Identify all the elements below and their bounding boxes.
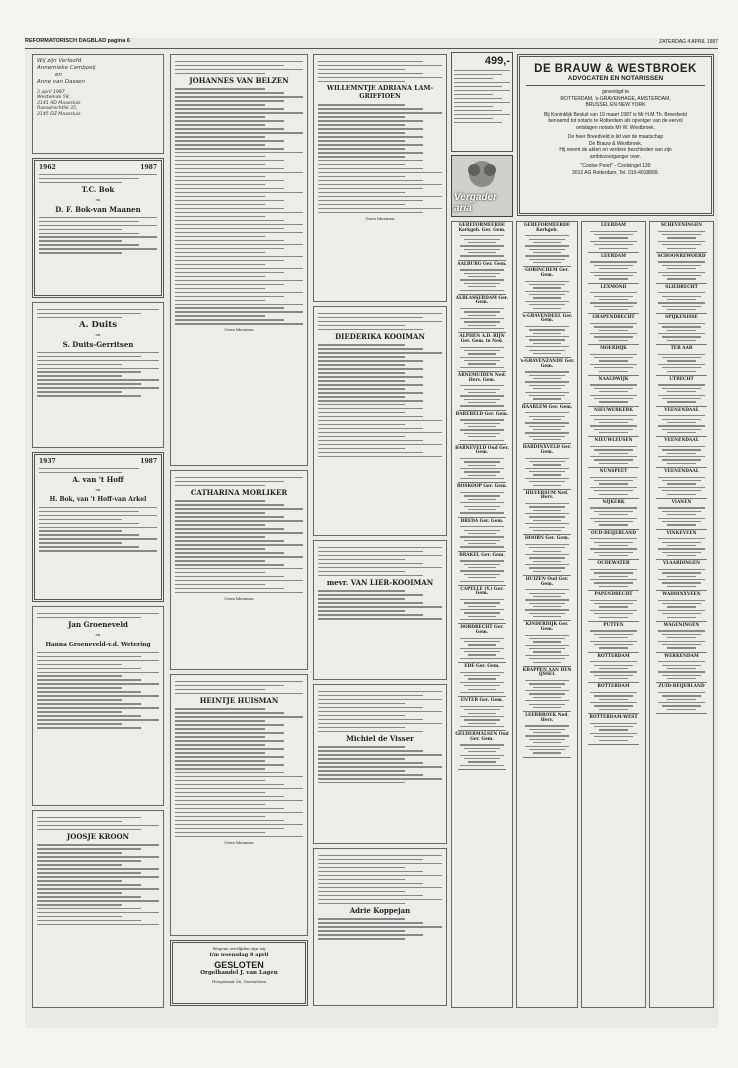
church-service-entry [454,374,510,407]
church-location: NUNSPEET [599,469,628,474]
text-lines [175,61,303,74]
ad-line: Bij Koninklijk Besluit van 19 maart 1987 is Mr H.M.Th. Breedveld [544,111,687,118]
church-location: ROTTERDAM [597,684,630,690]
vergader-aria-logo [451,155,513,217]
church-location: GEREFORMEERDE Kerkgeb. [523,223,571,233]
church-location: AALBURG Ger. Gem. [457,261,507,267]
church-service-entry [652,470,711,495]
church-service-entry [652,685,711,710]
church-service-entry [519,578,575,617]
church-service-entry [454,733,510,766]
church-service-entry [454,626,510,659]
church-location: ROTTERDAM-WEST [589,715,638,720]
church-service-entry [454,224,510,257]
year-end: 1987 [140,164,157,171]
church-location: SCHOONREWOERD [657,253,706,259]
ad-line: ambtsvoorganger over. [589,153,642,160]
church-location: TER AAR [670,346,693,351]
obituary-notice [170,54,308,466]
divider [588,313,639,314]
divider [458,332,506,333]
person-name: JOHANNES VAN BELZEN [189,76,289,86]
text-lines [37,309,159,318]
text-lines [175,477,303,486]
shop-name: Orgelhandel J. van Lagen [200,970,278,977]
church-location: MOERDIJK [600,346,627,351]
church-service-entry [519,537,575,572]
ad-line: ROTTERDAM, 's-GRAVENHAGE, AMSTERDAM, [560,95,671,102]
closure-date: t/m woensdag 8 april [209,952,269,959]
divider [588,498,639,499]
church-service-entry [652,562,711,587]
church-service-entry [519,492,575,531]
church-location: NIEUWERKERK [594,407,633,413]
divider [656,283,707,284]
church-service-entry [652,255,711,280]
text-lines [318,918,442,939]
text-lines [318,746,442,783]
shop-address: Hoogstraat 36, Gorinchem [211,979,267,985]
church-location: VEENENDAAL [664,407,699,413]
church-service-entry [584,716,643,741]
church-service-entry [519,315,575,354]
divider [458,585,506,586]
church-location: VEENENDAAL [664,438,699,444]
church-location: VLAARDINGEN [662,561,701,567]
church-listing-column [451,221,513,1008]
church-location: SLIEDRECHT [665,284,698,290]
church-service-entry [454,297,510,330]
divider [588,590,639,591]
church-location: BRAKEL Ger. Gem. [459,552,505,558]
church-location: WAGENINGEN [663,622,700,628]
church-service-entry [454,520,510,548]
church-location: GELDERMALSEN Oud Ger. Gem. [455,732,509,742]
divider [656,559,707,560]
text-lines [39,217,157,254]
church-service-entry [652,532,711,557]
text-lines [318,61,442,82]
church-service-entry [652,286,711,311]
church-location: NIEUWLEUSEN [594,438,633,444]
church-location: ARNEMUIDEN Ned. Herv. Gem. [457,373,507,383]
text-lines [318,313,442,330]
text-lines [37,817,159,830]
church-location: WERKENDAM [664,653,699,659]
engagement-notice [32,54,164,154]
church-service-entry [652,316,711,341]
divider [588,406,639,407]
church-listing-column [649,221,714,1008]
divider [523,534,571,535]
person-name: A. Duits [78,320,117,331]
handwritten-line: Wij zijn Verloofd [37,58,82,64]
church-service-entry [519,360,575,399]
ad-line: De heer Breedveld is lid van de maatschap [567,134,664,140]
ad-line: ontslagen notaris Mr W. Westbroek. [575,124,656,131]
divider [656,621,707,622]
church-location: BARNEVELD Oud Ger. Gem. [455,445,509,456]
obituary-notice [170,674,308,936]
person-name: Adrie Koppejan [349,906,411,916]
church-service-entry [519,669,575,708]
logo-text: Vergader aria [454,192,497,214]
church-location: ALPHEN A.D. RIJN Ger. Gem. in Ned. [459,334,505,344]
church-service-entry [584,501,643,526]
church-service-entry [584,286,643,311]
no-flowers-note: Geen bloemen [365,215,395,221]
church-location: GEREFORMEERDE Kerkgeb. Ger. Gem. [458,223,506,233]
person-name: T.C. Bok [81,185,115,195]
church-listing-column [581,221,646,1008]
divider [588,252,639,253]
handwritten-line: 3145 DZ Maassluis [37,111,81,117]
person-name: HEINTJE HUISMAN [199,696,279,706]
divider [588,344,639,345]
year-end: 1987 [140,458,157,465]
divider [523,443,571,444]
church-location: HAARLEM Ger. Gem. [521,404,573,410]
divider [458,260,506,261]
obituary-notice [170,470,308,670]
obituary-notice [313,306,447,536]
church-service-entry [652,224,711,249]
church-service-entry [519,714,575,753]
person-name: CATHARINA MORLIKER [190,488,288,498]
divider [656,313,707,314]
divider [656,406,707,407]
handwritten-line: 3141 AD Maassluis [37,100,81,106]
text-lines [175,88,303,324]
church-location: 's-GRAVENDEEL Ger. Gem. [521,313,573,324]
and-word: en [95,487,101,493]
divider [458,371,506,372]
person-name: JOOSJE KROON [66,832,130,842]
anniversary-notice [32,452,164,602]
church-service-entry [652,501,711,526]
text-lines [39,174,157,183]
person-name: Michiel de Visser [346,734,414,744]
text-lines [318,691,442,732]
church-location: BAREBELD Ger. Gem. [455,411,509,417]
church-location: SCHEVENINGEN [660,223,703,228]
divider [656,682,707,683]
logo-graphic [452,156,512,190]
church-service-entry [584,224,643,249]
obituary-notice [313,684,447,844]
church-location: ROTTERDAM [597,653,630,659]
church-service-entry [584,593,643,618]
church-location: ZUID-BEIJERLAND [658,684,705,690]
text-lines [175,500,303,593]
church-service-entry [584,439,643,464]
divider [523,575,571,576]
church-location: LEERDAM [601,223,626,228]
text-lines [39,507,157,552]
church-location: WADDINXVEEN [662,592,701,597]
price-advertisement [451,52,513,152]
church-service-entry [652,439,711,464]
text-lines [37,613,159,618]
divider [588,744,639,745]
no-flowers-note: Geen bloemen [224,839,254,845]
divider [523,489,571,490]
year-row [39,164,157,171]
closed-title: GESLOTEN [214,960,264,971]
church-service-entry [584,655,643,680]
handwritten-line: Westeinde 58, [37,95,71,101]
person-name: A. van 't Hoff [72,475,124,485]
divider [588,529,639,530]
church-service-entry [454,665,510,693]
ad-line: "Coolse Poort" - Coolsingel 139 [580,163,651,169]
obituary-notice [313,540,447,680]
church-location: ENTER Ger. Gem. [460,698,504,704]
text-lines [318,104,442,213]
newspaper-title: REFORMATORISCH DAGBLAD pagina 6 [25,38,130,44]
divider [458,623,506,624]
handwritten-line: Roeadrechtlik 35, [37,106,78,112]
firm-subtitle: ADVOCATEN EN NOTARISSEN [567,75,664,82]
church-location: BREDA Ger. Gem. [460,518,504,524]
church-service-entry [519,269,575,308]
church-service-entry [652,624,711,649]
no-flowers-note: Geen bloemen [224,327,254,333]
handwritten-line: en [55,72,62,78]
divider [523,666,571,667]
church-service-entry [454,485,510,513]
divider [588,375,639,376]
firm-name: DE BRAUW & WESTBROEK [534,63,697,75]
church-service-entry [652,347,711,372]
person-name: H. Bok, van 't Hoff-van Arkel [49,495,147,503]
page-header [25,38,718,49]
church-service-entry [584,685,643,710]
person-name: WILLEMNTJE ADRIANA LAM-GRIFFIOEN [326,85,434,101]
church-location: EDE Ger. Gem. [464,664,500,669]
year-row [39,458,157,465]
text-lines [318,344,442,457]
person-name: S. Duits-Gerritsen [62,339,134,349]
church-location: KRAPPEN AAN DEN IJSSEL [522,667,572,678]
divider [588,467,639,468]
closure-notice [170,940,308,1006]
ad-line: Hij neemt de akten en verdere beschieden van zijn [559,147,672,153]
no-flowers-note: Geen bloemen [224,595,254,601]
text-lines [318,547,442,576]
church-location: DORDRECHT Ger. Gem. [460,625,504,635]
church-service-entry [584,470,643,495]
handwritten-line: Annemieke Cambooij [37,65,96,71]
church-location: HARDINXVELD Ger. Gem. [522,445,572,455]
church-location: HOORN Ger. Gem. [524,536,570,542]
closure-line: Wegens overlijden zijn wij [212,946,266,951]
text-lines [318,590,442,619]
church-service-entry [519,623,575,662]
and-word: en [95,197,101,203]
text-lines [175,681,303,694]
divider [656,436,707,437]
church-service-entry [584,378,643,403]
divider [458,517,506,518]
church-service-entry [454,263,510,291]
person-name: Jan Groeneveld [68,620,128,630]
and-word: en [95,632,101,638]
church-location: 's-GRAVENZANDE Ger. Gem. [519,359,575,369]
church-service-entry [519,406,575,441]
church-service-entry [652,655,711,680]
church-service-entry [584,562,643,587]
church-location: GRAPENDRECHT [592,315,635,321]
church-location: CAPELLE (Y.) Ger. Gem. [460,586,504,597]
church-location: LEERDAM [601,253,626,259]
person-name: DIEDERIKA KOOIMAN [335,332,425,342]
anniversary-notice [32,606,164,806]
church-location: HILVERSUM Ned. Herv. [525,490,569,501]
divider [588,621,639,622]
church-location: OUD-BEIJERLAND [591,530,636,536]
church-location: OUDEWATER [597,561,630,567]
church-service-entry [454,335,510,368]
church-service-entry [652,593,711,618]
divider [656,529,707,530]
divider [656,590,707,591]
church-location: HUIZEN Oud Ger. Gem. [525,577,569,587]
divider [656,467,707,468]
divider [588,559,639,560]
ad-line: benoemd tot notaris te Rotterdam als opvolger van de eervol [548,118,683,124]
person-name: mevr. VAN LIER-KOOIMAN [326,578,434,588]
and-word: en [95,332,101,338]
divider [656,713,707,714]
obituary-notice [313,54,447,302]
anniversary-notice [32,158,164,298]
person-name: Hanna Groeneveld-v.d. Wetering [45,641,151,648]
text-lines [37,352,159,397]
person-name: D. F. Bok-van Maanen [55,204,141,214]
church-location: NAALDWIJK [598,376,629,382]
church-location: LEXMOND [600,284,627,290]
obituary-notice [32,810,164,1008]
obituary-notice [313,848,447,1006]
divider [458,482,506,483]
law-firm-advertisement [517,54,714,216]
handwritten-line: Anne van Dassen [37,79,85,85]
ad-line: gevestigd te [602,89,629,95]
church-location: ALBLASSERDAM Ger. Gem. [455,295,509,306]
divider [588,713,639,714]
church-listing-column [516,221,578,1008]
divider [523,266,571,267]
church-location: BOSKOOP Ger. Gem. [456,484,508,490]
ad-line: BRUSSEL EN NEW YORK [585,102,646,108]
church-service-entry [584,347,643,372]
divider [588,682,639,683]
church-location: KINDERDIJK Ger. Gem. [525,622,569,632]
year-start: 1937 [39,458,56,465]
divider [523,312,571,313]
church-service-entry [584,624,643,649]
church-location: VEENENDAAL [664,469,699,474]
divider [588,436,639,437]
church-service-entry [584,409,643,434]
text-lines [318,855,442,904]
divider [458,444,506,445]
divider [458,294,506,295]
divider [656,252,707,253]
divider [588,652,639,653]
church-location: VIANEN [671,499,692,505]
church-service-entry [652,378,711,403]
divider [523,620,571,621]
church-service-entry [584,316,643,341]
church-location: LEERBROEK Ned. Herv. [525,713,569,723]
church-location: GORINCHEM Ger. Gem. [525,268,569,278]
divider [523,357,571,358]
text-lines [37,844,159,925]
text-lines [37,652,159,729]
church-service-entry [454,699,510,727]
text-lines [454,70,510,123]
year-start: 1962 [39,164,56,171]
divider [523,403,571,404]
church-service-entry [652,409,711,434]
church-location: SPIJKENISSE [665,315,698,321]
church-location: VINKEVEEN [666,530,697,536]
church-location: UTRECHT [669,376,694,382]
handwritten-line: 3 april 1987 [37,90,65,95]
divider [458,410,506,411]
divider [526,85,705,86]
divider [656,498,707,499]
divider [458,769,506,770]
ad-line: 3012 AG Rotterdam, Tel. 010-4018899. [572,169,659,176]
page-date: ZATERDAG 4 APRIL 1987 [659,39,718,45]
church-location: PUTTEN [603,622,624,628]
church-service-entry [454,447,510,480]
price-amount: 499,- [484,55,510,67]
ad-line: De Brauw & Westbroek. [588,140,643,147]
church-location: NIJKERK [602,499,625,505]
church-service-entry [454,554,510,582]
divider [588,283,639,284]
divider [656,344,707,345]
divider [523,757,571,758]
anniversary-notice [32,302,164,448]
church-service-entry [454,588,510,621]
divider [458,696,506,697]
church-service-entry [584,532,643,557]
divider [458,730,506,731]
text-lines [39,468,157,473]
text-lines [175,708,303,837]
church-location: PAPENDRECHT [594,592,633,597]
divider [656,652,707,653]
divider [458,551,506,552]
church-service-entry [519,446,575,485]
divider [458,662,506,663]
divider [656,375,707,376]
church-service-entry [454,413,510,441]
church-service-entry [519,224,575,263]
church-service-entry [584,255,643,280]
divider [523,711,571,712]
